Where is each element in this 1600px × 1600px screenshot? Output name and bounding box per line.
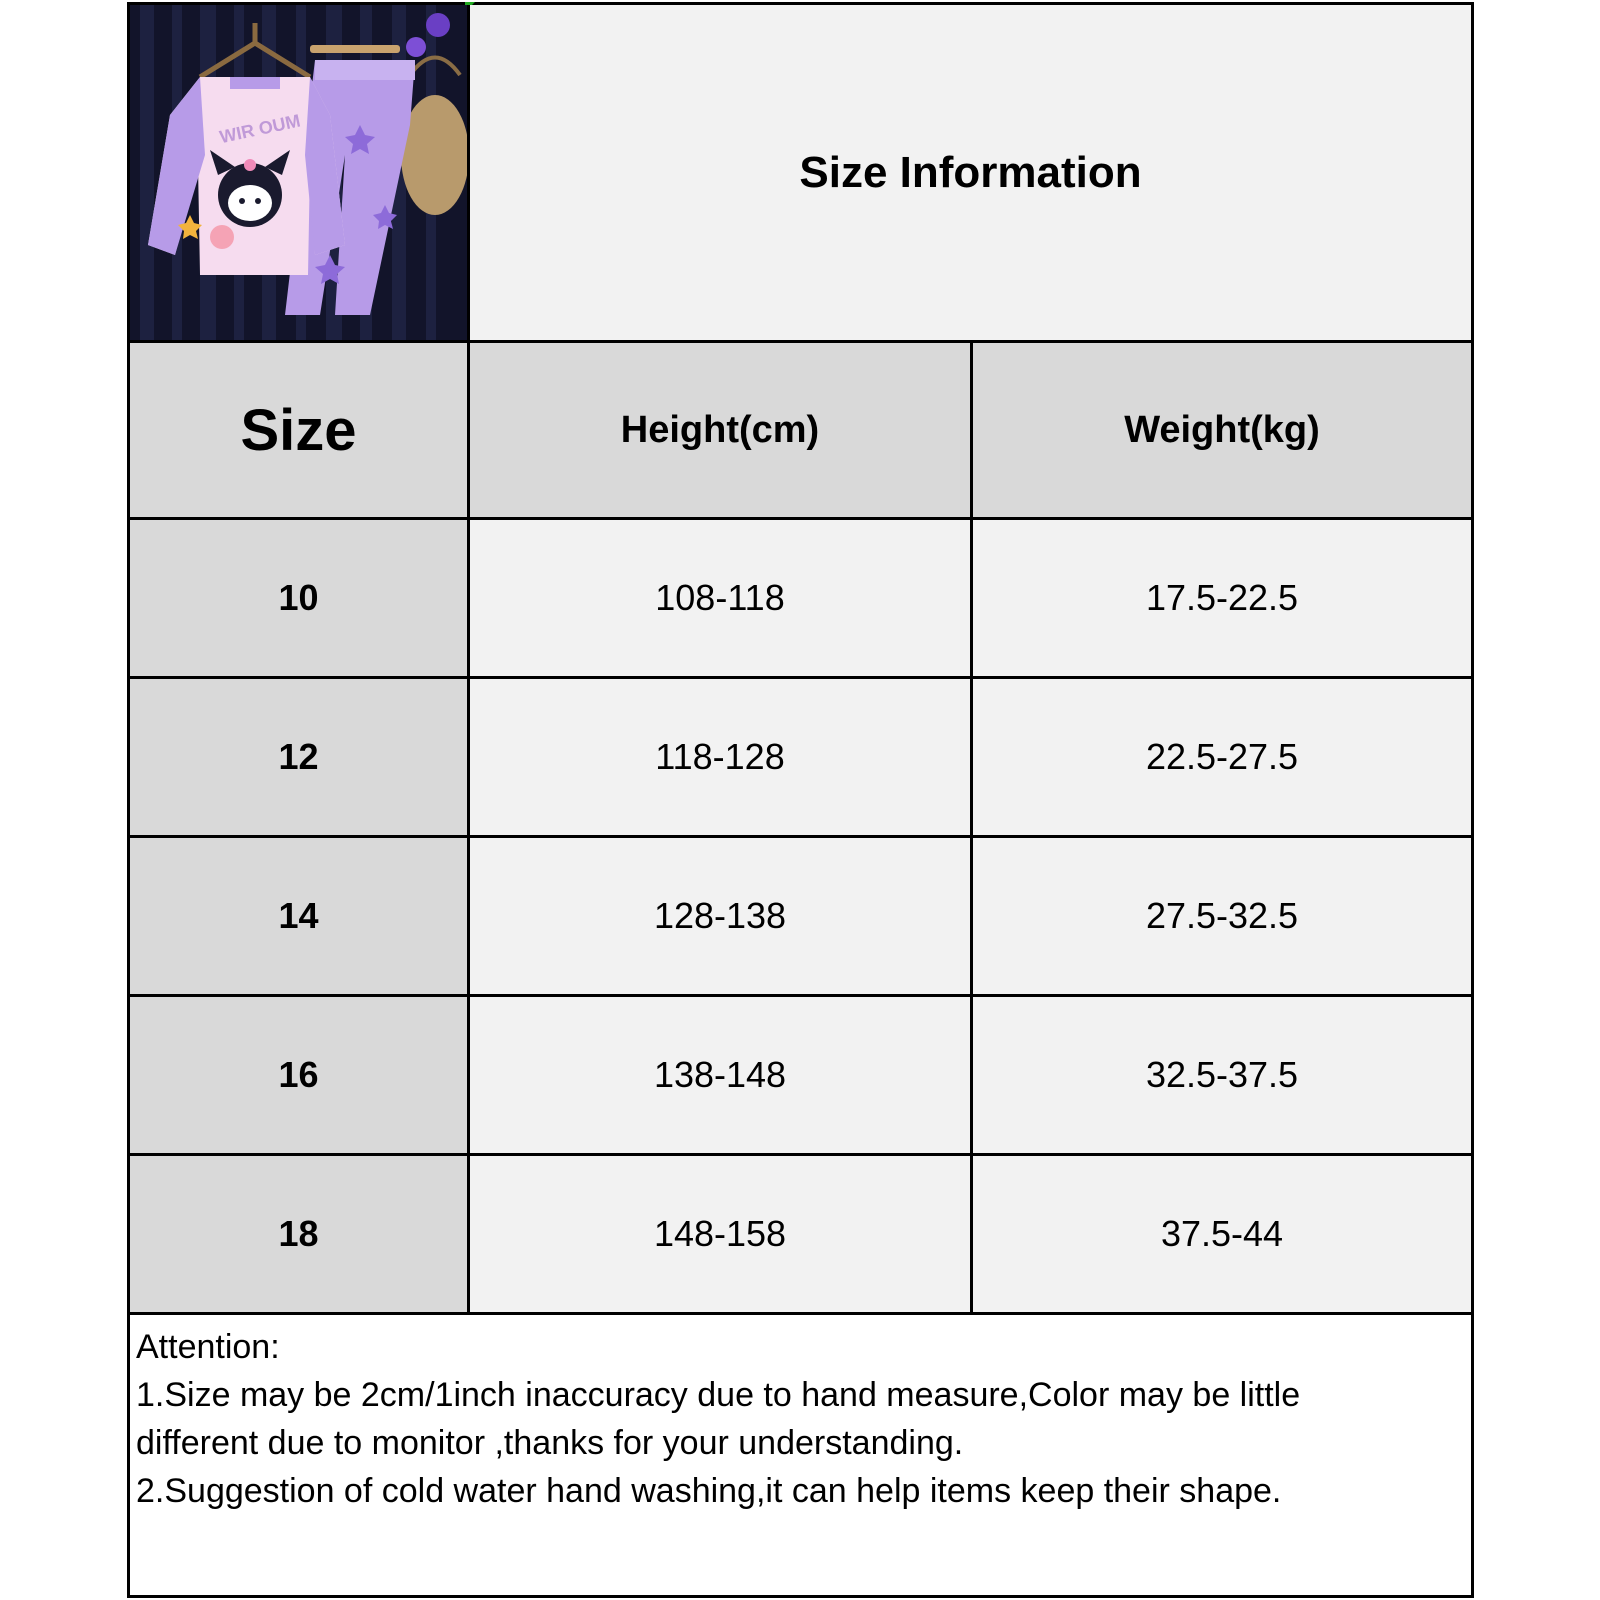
table-row	[130, 838, 1471, 997]
weight-cell: 32.5-37.5	[973, 997, 1471, 1153]
column-header-weight: Weight(kg)	[973, 343, 1471, 517]
size-cell: 14	[130, 838, 470, 994]
size-table	[130, 343, 1471, 1315]
height-cell: 148-158	[470, 1156, 973, 1312]
column-header-height: Height(cm)	[470, 343, 973, 517]
notes-line: 2.Suggestion of cold water hand washing,it can help items keep their shape.	[136, 1472, 1282, 1510]
column-header-size: Size	[130, 343, 470, 517]
weight-cell: 27.5-32.5	[973, 838, 1471, 994]
table-header-row	[130, 343, 1471, 520]
notes-line: 1.Size may be 2cm/1inch inaccuracy due to hand measure,Color may be little	[136, 1376, 1301, 1414]
product-photo	[130, 5, 470, 343]
height-cell: 128-138	[470, 838, 973, 994]
notes-heading: Attention:	[136, 1328, 280, 1366]
table-row	[130, 1156, 1471, 1315]
title-cell	[470, 5, 1471, 343]
size-chart	[127, 2, 1474, 1598]
table-row	[130, 997, 1471, 1156]
height-cell: 108-118	[470, 520, 973, 676]
attention-notes	[130, 1317, 1471, 1595]
weight-cell: 37.5-44	[973, 1156, 1471, 1312]
page-title: Size Information	[799, 147, 1142, 197]
table-row	[130, 520, 1471, 679]
size-cell: 12	[130, 679, 470, 835]
height-cell: 118-128	[470, 679, 973, 835]
table-row	[130, 679, 1471, 838]
notes-line: different due to monitor ,thanks for your understanding.	[136, 1424, 964, 1462]
height-cell: 138-148	[470, 997, 973, 1153]
pajama-set-image	[130, 5, 470, 343]
weight-cell: 17.5-22.5	[973, 520, 1471, 676]
shirt-print-text: WIR OUM	[217, 110, 303, 148]
weight-cell: 22.5-27.5	[973, 679, 1471, 835]
size-cell: 10	[130, 520, 470, 676]
size-cell: 18	[130, 1156, 470, 1312]
size-cell: 16	[130, 997, 470, 1153]
